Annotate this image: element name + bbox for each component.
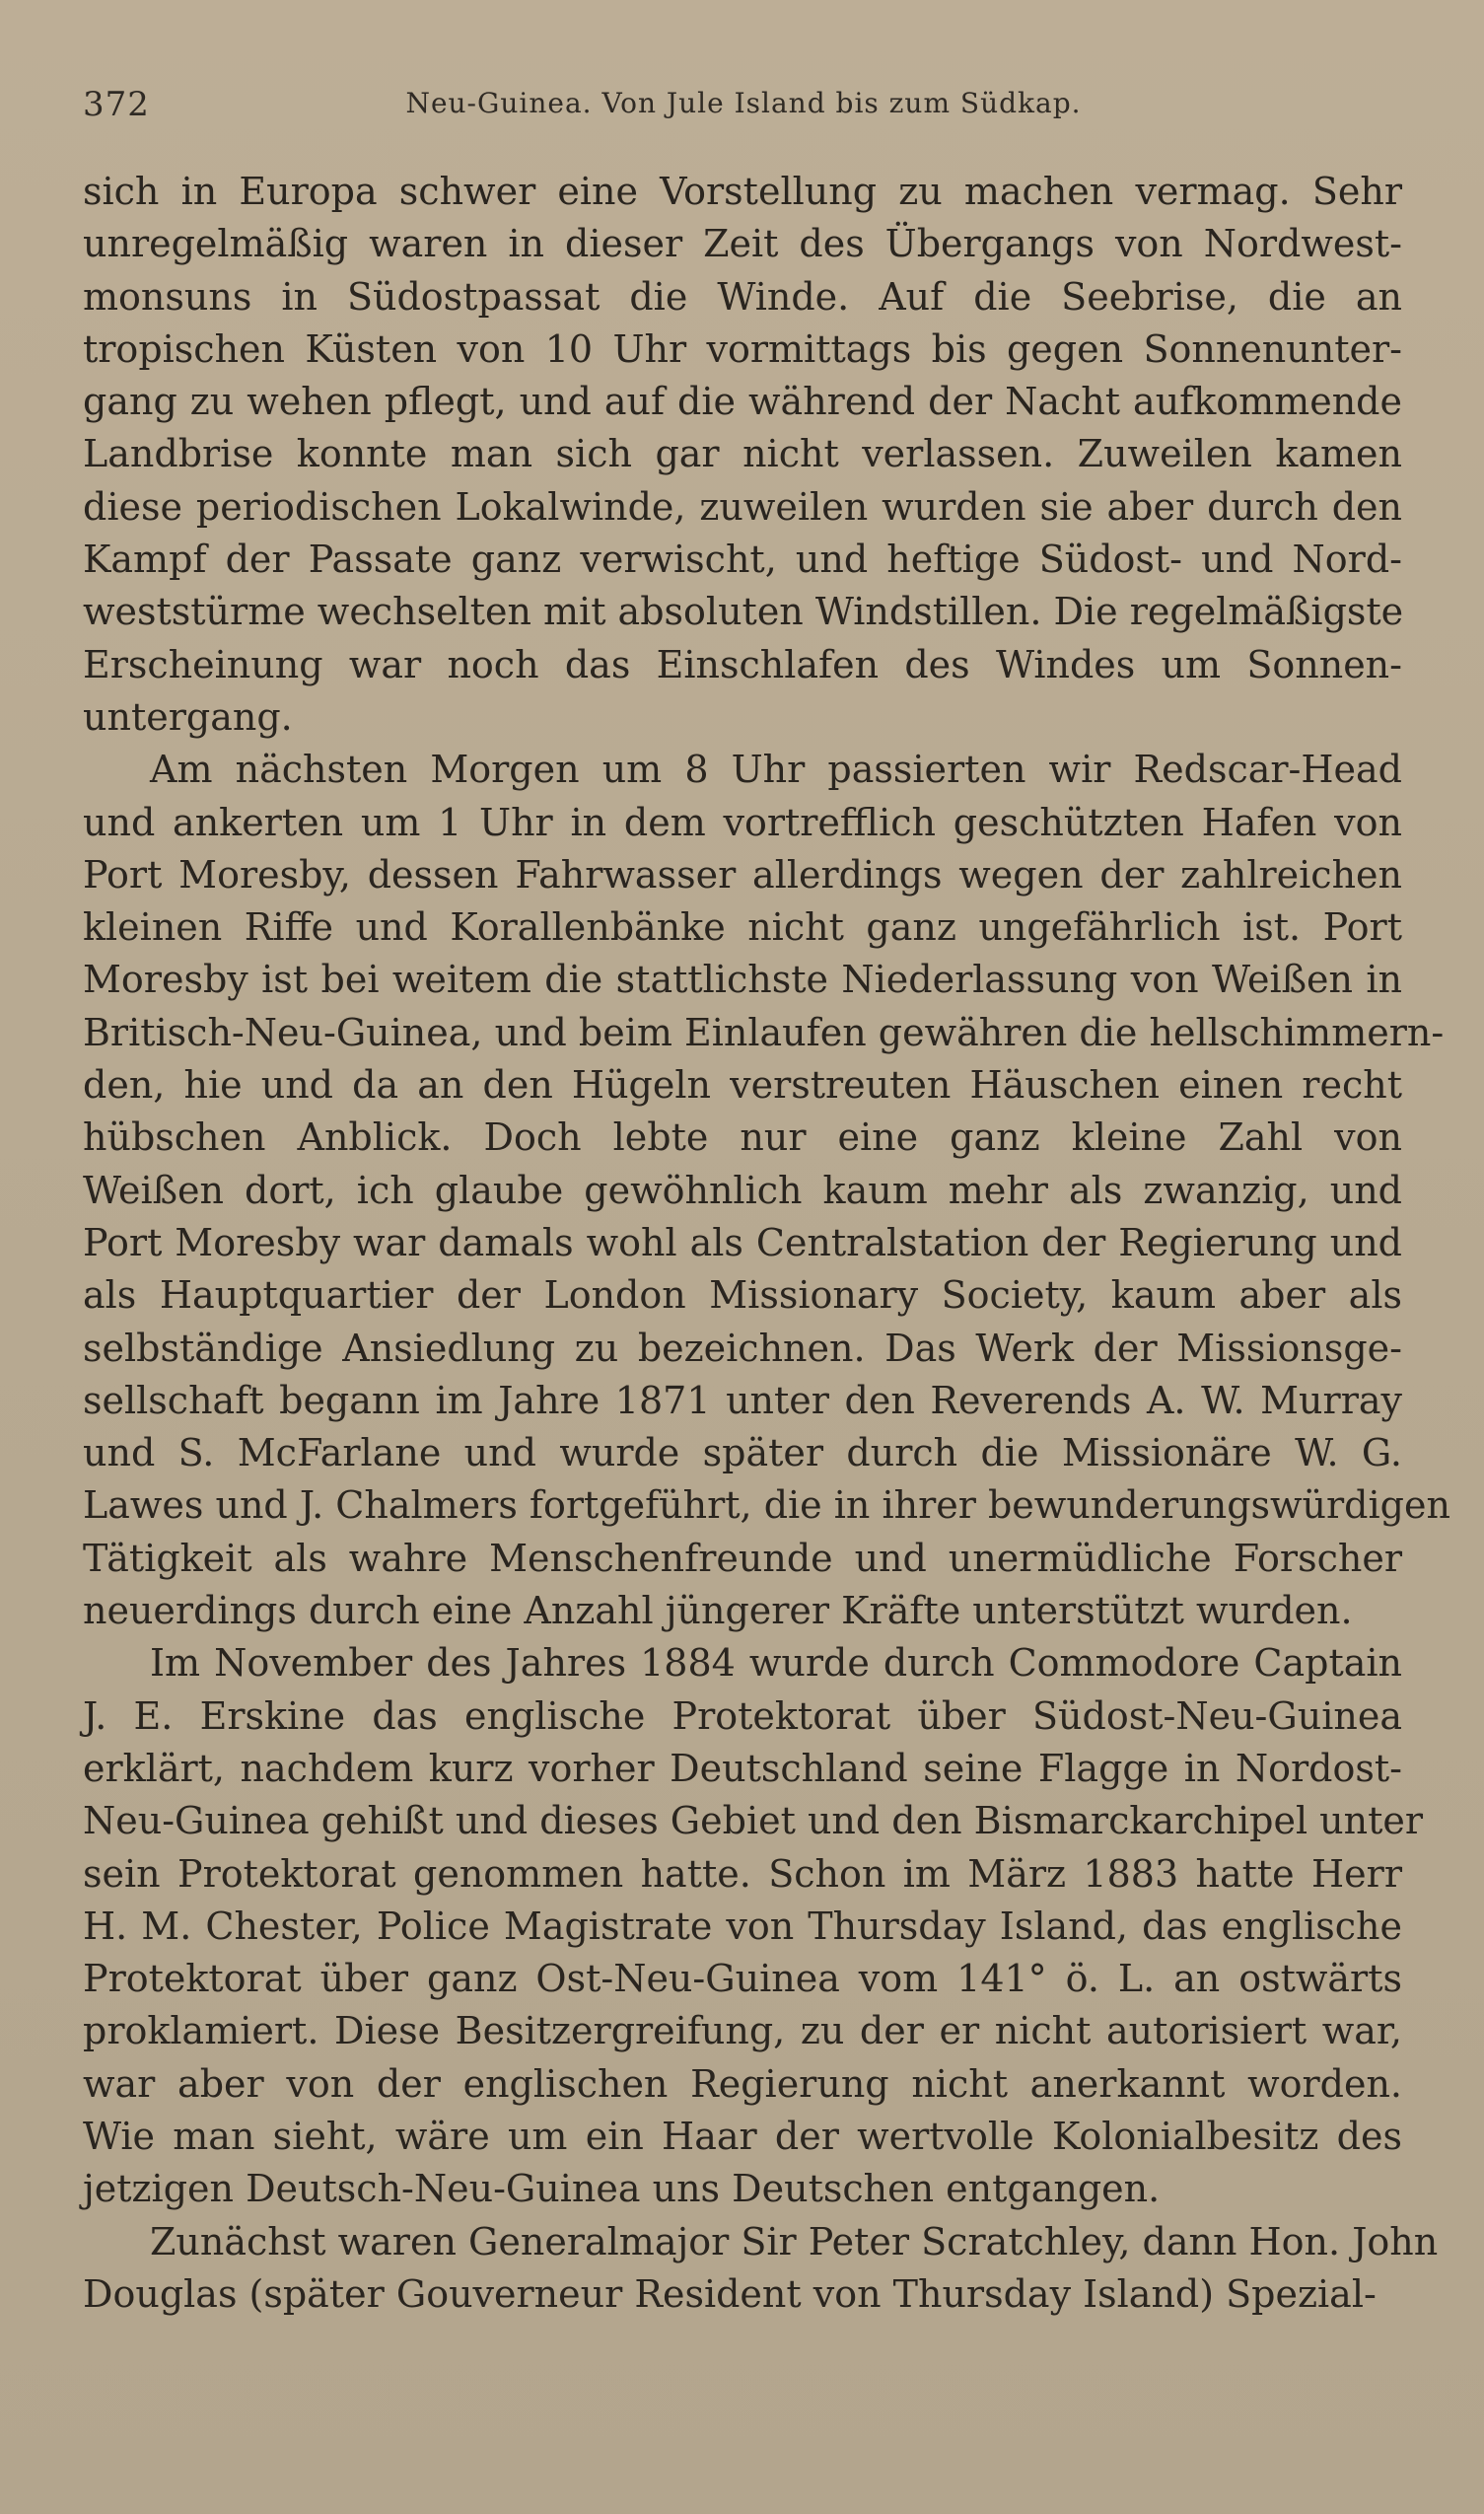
text-line: gang zu wehen pflegt, und auf die während der Nacht aufkommende xyxy=(83,380,1402,424)
text-line: als Hauptquartier der London Missionary Society, kaum aber als xyxy=(83,1273,1402,1318)
text-line: H. M. Chester, Police Magistrate von Thursday Island, das englische xyxy=(83,1903,1402,1948)
text-line: Protektorat über ganz Ost-Neu-Guinea vom 141° ö. L. an ostwärts xyxy=(83,1957,1402,2001)
text-line: war aber von der englischen Regierung nicht anerkannt worden. xyxy=(83,2061,1402,2106)
text-line: sellschaft begann im Jahre 1871 unter den Reverends A. W. Murray xyxy=(83,1378,1402,1422)
text-line: Moresby ist bei weitem die stattlichste Niederlassung von Weißen in xyxy=(83,958,1402,1002)
text-line: sein Protektorat genommen hatte. Schon im März 1883 hatte Herr xyxy=(83,1851,1402,1896)
text-line: Port Moresby, dessen Fahrwasser allerdings wegen der zahlreichen xyxy=(83,852,1402,897)
text-line: Im November des Jahres 1884 wurde durch Commodore Captain xyxy=(150,1641,1402,1686)
paragraph xyxy=(83,2216,1439,2322)
paragraph xyxy=(83,1637,1424,2215)
text-line: Lawes und J. Chalmers fortgeführt, die in ihrer bewunderungswürdigen xyxy=(83,1483,1450,1528)
text-line: Britisch-Neu-Guinea, und beim Einlaufen gewähren die hellschimmern- xyxy=(83,1010,1445,1054)
text-line: unregelmäßig waren in dieser Zeit des Übergangs von Nordwest- xyxy=(83,222,1402,266)
text-line: neuerdings durch eine Anzahl jüngerer Kräfte unterstützt wurden. xyxy=(83,1589,1353,1633)
text-line: kleinen Riffe und Korallenbänke nicht ganz ungefährlich ist. Port xyxy=(83,905,1402,950)
text-line: weststürme wechselten mit absoluten Windstillen. Die regelmäßigste xyxy=(83,590,1404,634)
text-line: Am nächsten Morgen um 8 Uhr passierten wir Redscar-Head xyxy=(150,748,1402,792)
paragraph xyxy=(83,166,1402,744)
text-line: Kampf der Passate ganz verwischt, und heftige Südost- und Nord- xyxy=(83,538,1402,582)
body-text xyxy=(83,166,1450,2321)
paragraph xyxy=(83,744,1450,1637)
text-line: erklärt, nachdem kurz vorher Deutschland seine Flagge in Nordost- xyxy=(83,1746,1402,1790)
text-line: tropischen Küsten von 10 Uhr vormittags bis gegen Sonnenunter- xyxy=(83,326,1402,371)
text-line: sich in Europa schwer eine Vorstellung zu machen vermag. Sehr xyxy=(83,170,1402,213)
running-title: Neu-Guinea. Von Jule Island bis zum Südkap. xyxy=(405,87,1082,119)
text-line: Weißen dort, ich glaube gewöhnlich kaum mehr als zwanzig, und xyxy=(83,1168,1402,1212)
text-line: proklamiert. Diese Besitzergreifung, zu der er nicht autorisiert war, xyxy=(83,2009,1402,2053)
text-line: jetzigen Deutsch-Neu-Guinea uns Deutschen entgangen. xyxy=(83,2167,1161,2211)
text-line: Wie man sieht, wäre um ein Haar der wertvolle Kolonialbesitz des xyxy=(83,2114,1402,2158)
page-header xyxy=(83,81,1404,130)
text-line: Neu-Guinea gehißt und dieses Gebiet und den Bismarckarchipel unter xyxy=(83,1799,1424,1843)
text-line: den, hie und da an den Hügeln verstreuten Häuschen einen recht xyxy=(83,1063,1402,1108)
text-line: Douglas (später Gouverneur Resident von Thursday Island) Spezial- xyxy=(83,2271,1377,2316)
text-line: untergang. xyxy=(83,694,293,739)
text-line: Tätigkeit als wahre Menschenfreunde und unermüdliche Forscher xyxy=(83,1536,1402,1580)
text-line: Port Moresby war damals wohl als Centralstation der Regierung und xyxy=(83,1220,1402,1264)
text-line: selbständige Ansiedlung zu bezeichnen. Das Werk der Missionsge- xyxy=(83,1326,1402,1370)
text-line: hübschen Anblick. Doch lebte nur eine ganz kleine Zahl von xyxy=(83,1115,1402,1160)
text-line: Landbrise konnte man sich gar nicht verlassen. Zuweilen kamen xyxy=(83,432,1402,476)
page-number: 372 xyxy=(83,85,150,124)
text-line: und ankerten um 1 Uhr in dem vortrefflich geschützten Hafen von xyxy=(83,800,1402,844)
text-line: monsuns in Südostpassat die Winde. Auf die Seebrise, die an xyxy=(83,274,1402,319)
text-line: J. E. Erskine das englische Protektorat über Südost-Neu-Guinea xyxy=(83,1693,1402,1738)
text-line: und S. McFarlane und wurde später durch die Missionäre W. G. xyxy=(83,1431,1402,1475)
text-line: Zunächst waren Generalmajor Sir Peter Scratchley, dann Hon. John xyxy=(150,2219,1439,2263)
text-line: diese periodischen Lokalwinde, zuweilen wurden sie aber durch den xyxy=(83,484,1402,529)
text-line: Erscheinung war noch das Einschlafen des Windes um Sonnen- xyxy=(83,642,1402,686)
